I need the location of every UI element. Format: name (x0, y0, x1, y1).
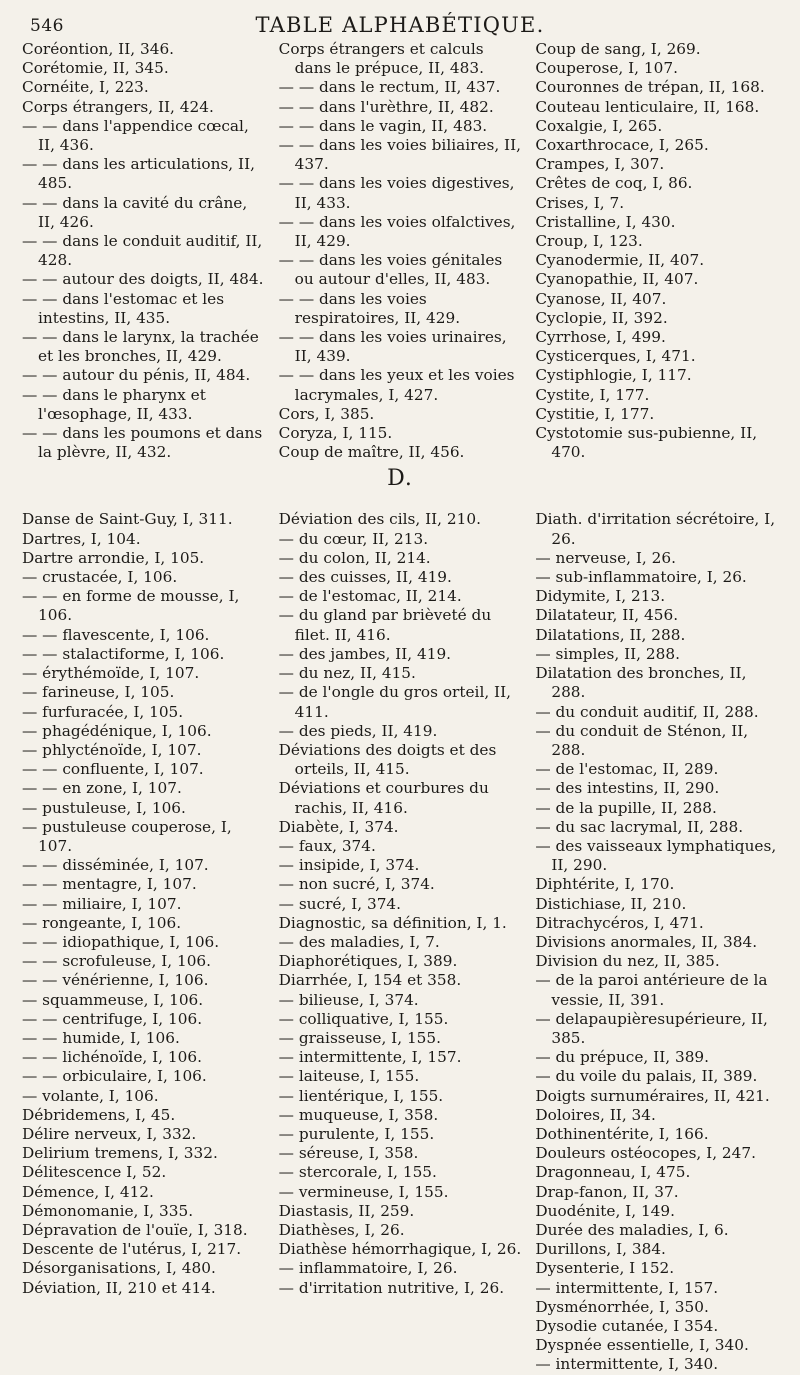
index-entry: Didymite, I, 213. (535, 587, 666, 606)
section-d-entries (22, 510, 778, 1374)
index-entry: — — confluente, I, 107. (22, 760, 204, 779)
index-entry: Douleurs ostéocopes, I, 247. (535, 1144, 756, 1163)
index-entry: Cyanose, II, 407. (535, 289, 667, 308)
index-entry: — du gland par brièveté du filet. II, 416. (278, 606, 492, 644)
index-entry: — de l'estomac, II, 289. (535, 760, 719, 779)
index-entry: Danse de Saint-Guy, I, 311. (22, 510, 233, 529)
index-entry: — furfuracée, I, 105. (22, 702, 184, 721)
index-entry: Cysticerques, I, 471. (535, 347, 696, 366)
index-entry: Croup, I, 123. (535, 232, 643, 251)
index-entry: — volante, I, 106. (22, 1086, 159, 1105)
index-entry: — de la pupille, II, 288. (535, 798, 717, 817)
index-entry: Dyspnée essentielle, I, 340. (535, 1336, 749, 1355)
index-entry: — des cuisses, II, 419. (278, 568, 452, 587)
index-entry: — des jambes, II, 419. (278, 644, 452, 663)
index-entry: — — autour des doigts, II, 484. (22, 270, 264, 289)
index-entry: — du colon, II, 214. (278, 548, 431, 567)
index-entry: — des intestins, II, 290. (535, 779, 720, 798)
index-entry: — — dans l'appendice cœcal, II, 436. (22, 116, 249, 155)
index-entry: — faux, 374. (278, 836, 376, 855)
index-entry: Corps étrangers, II, 424. (22, 97, 214, 116)
index-entry: — du voile du palais, II, 389. (535, 1067, 758, 1086)
index-entry: — — dans les voies digestives, II, 433. (278, 174, 515, 212)
index-entry: Cyanopathie, II, 407. (535, 270, 699, 289)
index-entry: — — dans les voies biliaires, II, 437. (278, 136, 522, 174)
index-entry: Délitescence I, 52. (22, 1163, 167, 1182)
index-entry: — inflammatoire, I, 26. (278, 1259, 458, 1278)
index-entry: — — stalactiforme, I, 106. (22, 644, 225, 663)
index-entry: Ditrachycéros, I, 471. (535, 913, 704, 932)
index-entry: Crises, I, 7. (535, 193, 625, 212)
index-column-1 (22, 510, 265, 1374)
index-entry: — phagédénique, I, 106. (22, 721, 212, 740)
index-entry: — vermineuse, I, 155. (278, 1182, 449, 1201)
index-entry: Drap-fanon, II, 37. (535, 1182, 679, 1201)
index-entry: Démonomanie, I, 335. (22, 1201, 194, 1220)
index-entry: Dilatation des bronches, II, 288. (535, 664, 747, 702)
index-entry: — sucré, I, 374. (278, 894, 402, 913)
index-entry: — intermittente, I, 157. (535, 1278, 719, 1297)
index-entry: — — flavescente, I, 106. (22, 625, 210, 644)
index-entry: — de la paroi antérieure de la vessie, II, 391. (535, 971, 768, 1009)
index-entry: — séreuse, I, 358. (278, 1144, 419, 1163)
index-entry: — du prépuce, II, 389. (535, 1048, 710, 1067)
index-entry: — du conduit de Sténon, II, 288. (535, 721, 749, 759)
index-entry: Coréontion, II, 346. (22, 40, 175, 58)
index-entry: — — mentagre, I, 107. (22, 875, 197, 894)
index-entry: Division du nez, II, 385. (535, 952, 720, 971)
index-entry: — — disséminée, I, 107. (22, 856, 209, 875)
index-entry: Descente de l'utérus, I, 217. (22, 1240, 242, 1259)
index-entry: Couronnes de trépan, II, 168. (535, 78, 765, 97)
index-entry: — — dans les voies respiratoires, II, 429. (278, 289, 461, 327)
index-entry: Corétomie, II, 345. (22, 59, 169, 78)
index-entry: — intermittente, I, 157. (278, 1048, 462, 1067)
index-entry: — — dans les yeux et les voies lacrymales, I, 427. (278, 366, 515, 404)
index-entry: — — dans les articulations, II, 485. (22, 155, 255, 193)
page-number: 546 (30, 16, 64, 36)
index-entry: — pustuleuse, I, 106. (22, 798, 186, 817)
index-entry: — sub-inflammatoire, I, 26. (535, 568, 747, 587)
index-entry: — — miliaire, I, 107. (22, 894, 182, 913)
index-entry: Dysodie cutanée, I 354. (535, 1317, 719, 1335)
index-entry: — — en zone, I, 107. (22, 779, 182, 798)
index-entry: Durée des maladies, I, 6. (535, 1220, 729, 1239)
index-entry: — — dans le rectum, II, 437. (278, 78, 501, 97)
index-entry: Déviation des cils, II, 210. (278, 510, 481, 529)
index-entry: — — dans le conduit auditif, II, 428. (22, 232, 263, 270)
index-entry: — — vénérienne, I, 106. (22, 971, 209, 990)
index-entry: — — dans les voies génitales ou autour d'elles, II, 483. (278, 251, 503, 289)
index-entry: — — dans le larynx, la trachée et les bronches, II, 429. (22, 328, 259, 366)
index-entry: — crustacée, I, 106. (22, 568, 178, 587)
index-column-1 (22, 40, 265, 462)
index-entry: — — centrifuge, I, 106. (22, 1009, 203, 1028)
index-entry: Couperose, I, 107. (535, 59, 678, 78)
index-entry: — — lichénoïde, I, 106. (22, 1048, 202, 1067)
index-entry: Diabète, I, 374. (278, 817, 399, 836)
index-entry: Dilatations, II, 288. (535, 625, 686, 644)
index-entry: Coxalgie, I, 265. (535, 116, 663, 135)
index-entry: — graisseuse, I, 155. (278, 1028, 442, 1047)
index-entry: — non sucré, I, 374. (278, 875, 435, 894)
index-entry: Diath. d'irritation sécrétoire, I, 26. (535, 510, 776, 548)
index-entry: — insipide, I, 374. (278, 856, 420, 875)
index-entry: Cors, I, 385. (278, 404, 375, 423)
index-entry: Crampes, I, 307. (535, 155, 665, 174)
index-entry: Diastasis, II, 259. (278, 1201, 415, 1220)
index-entry: — colliquative, I, 155. (278, 1009, 449, 1028)
index-entry: — phlycténoïde, I, 107. (22, 740, 202, 759)
index-entry: — squammeuse, I, 106. (22, 990, 204, 1009)
index-entry: Durillons, I, 384. (535, 1240, 666, 1259)
index-entry: Crêtes de coq, I, 86. (535, 174, 693, 193)
index-entry: Dartre arrondie, I, 105. (22, 548, 205, 567)
index-entry: Doigts surnuméraires, II, 421. (535, 1086, 770, 1105)
index-entry: Cystotomie sus-pubienne, II, 470. (535, 424, 758, 462)
index-entry: Désorganisations, I, 480. (22, 1259, 216, 1278)
running-title: TABLE ALPHABÉTIQUE. (255, 13, 545, 37)
index-entry: — bilieuse, I, 374. (278, 990, 419, 1009)
index-entry: — — dans l'estomac et les intestins, II, 435. (22, 289, 225, 327)
index-entry: Coup de sang, I, 269. (535, 40, 701, 58)
index-entry: Déviations et courbures du rachis, II, 416. (278, 779, 489, 817)
index-entry: — de l'ongle du gros orteil, II, 411. (278, 683, 512, 721)
index-entry: — du cœur, II, 213. (278, 529, 429, 548)
index-entry: Distichiase, II, 210. (535, 894, 687, 913)
index-entry: — — scrofuleuse, I, 106. (22, 952, 212, 971)
index-entry: — pustuleuse couperose, I, 107. (22, 817, 232, 855)
index-entry: Dragonneau, I, 475. (535, 1163, 691, 1182)
index-column-2 (279, 40, 522, 462)
index-entry: Cystiphlogie, I, 117. (535, 366, 692, 385)
index-entry: Dysménorrhée, I, 350. (535, 1297, 709, 1316)
index-entry: — des vaisseaux lymphatiques, II, 290. (535, 836, 777, 875)
index-entry: — — idiopathique, I, 106. (22, 932, 220, 951)
index-entry: Cyclopie, II, 392. (535, 308, 668, 327)
index-entry: — farineuse, I, 105. (22, 683, 175, 702)
index-entry: — laiteuse, I, 155. (278, 1067, 420, 1086)
index-entry: — du nez, II, 415. (278, 664, 416, 683)
letter-heading-text: D. (387, 466, 413, 492)
index-entry: Cyrrhose, I, 499. (535, 328, 666, 347)
index-entry: Diathèses, I, 26. (278, 1220, 405, 1239)
index-entry: Dépravation de l'ouïe, I, 318. (22, 1220, 248, 1239)
index-entry: Dothinentérite, I, 166. (535, 1124, 709, 1143)
index-entry: — muqueuse, I, 358. (278, 1105, 439, 1124)
index-entry: Diarrhée, I, 154 et 358. (278, 971, 462, 990)
index-entry: — — dans l'urèthre, II, 482. (278, 97, 494, 116)
index-entry: — érythémoïde, I, 107. (22, 664, 200, 683)
index-entry: Cyanodermie, II, 407. (535, 251, 705, 270)
index-entry: — — dans le pharynx et l'œsophage, II, 433. (22, 385, 206, 423)
index-entry: — — dans la cavité du crâne, II, 426. (22, 193, 248, 231)
index-entry: Diaphorétiques, I, 389. (278, 952, 458, 971)
index-entry: Cystite, I, 177. (535, 385, 650, 404)
index-column-2 (279, 510, 522, 1374)
index-entry: Corps étrangers et calculs dans le prépuce, II, 483. (278, 40, 484, 78)
index-entry: — — dans le vagin, II, 483. (278, 116, 488, 135)
index-entry: — lientérique, I, 155. (278, 1086, 444, 1105)
index-entry: — — autour du pénis, II, 484. (22, 366, 251, 385)
index-entry: Coryza, I, 115. (278, 424, 393, 443)
index-entry: — stercorale, I, 155. (278, 1163, 437, 1182)
index-entry: — d'irritation nutritive, I, 26. (278, 1278, 505, 1297)
index-entry: — simples, II, 288. (535, 644, 680, 663)
running-head (22, 10, 778, 40)
index-entry: — — orbiculaire, I, 106. (22, 1067, 207, 1086)
index-entry: Diphtérite, I, 170. (535, 875, 675, 894)
index-entry: Cristalline, I, 430. (535, 212, 676, 231)
index-entry: — delapaupièresupérieure, II, 385. (535, 1009, 768, 1047)
index-entry: Cornéite, I, 223. (22, 78, 149, 97)
index-entry: Délire nerveux, I, 332. (22, 1124, 197, 1143)
index-entry: Diagnostic, sa définition, I, 1. (278, 913, 507, 932)
index-entry: — des pieds, II, 419. (278, 721, 438, 740)
index-entry: Couteau lenticulaire, II, 168. (535, 97, 760, 116)
index-entry: Coxarthrocace, I, 265. (535, 136, 709, 155)
index-column-3 (535, 510, 778, 1374)
index-entry: Divisions anormales, II, 384. (535, 932, 758, 951)
index-entry: Cystitie, I, 177. (535, 404, 655, 423)
index-entry: Débridemens, I, 45. (22, 1105, 176, 1124)
index-entry: — — humide, I, 106. (22, 1028, 180, 1047)
index-entry: — intermittente, I, 340. (535, 1355, 719, 1374)
index-entry: Démence, I, 412. (22, 1182, 154, 1201)
index-entry: Coup de maître, II, 456. (278, 443, 465, 462)
index-entry: — du sac lacrymal, II, 288. (535, 817, 744, 836)
index-entry: — — en forme de mousse, I, 106. (22, 587, 240, 625)
index-entry: — — dans les voies olfalctives, II, 429. (278, 212, 516, 251)
index-entry: — rongeante, I, 106. (22, 913, 182, 932)
letter-heading-d (22, 466, 778, 492)
index-entry: Diathèse hémorrhagique, I, 26. (278, 1240, 522, 1259)
index-entry: — purulente, I, 155. (278, 1124, 435, 1143)
index-entry: Déviations des doigts et des orteils, II, 415. (278, 740, 497, 779)
index-entry: — des maladies, I, 7. (278, 932, 440, 951)
index-entry: Dartres, I, 104. (22, 529, 141, 548)
section-c-entries (22, 40, 778, 462)
index-entry: — du conduit auditif, II, 288. (535, 702, 759, 721)
index-entry: Duodénite, I, 149. (535, 1201, 676, 1220)
index-column-3 (535, 40, 778, 462)
index-entry: Dilatateur, II, 456. (535, 606, 679, 625)
index-entry: — de l'estomac, II, 214. (278, 587, 462, 606)
index-entry: — — dans les poumons et dans la plèvre, II, 432. (22, 424, 263, 462)
index-entry: Delirium tremens, I, 332. (22, 1144, 218, 1163)
index-entry: — nerveuse, I, 26. (535, 548, 676, 567)
index-entry: — — dans les voies urinaires, II, 439. (278, 328, 507, 366)
index-entry: Déviation, II, 210 et 414. (22, 1278, 216, 1297)
index-entry: Dysenterie, I 152. (535, 1259, 675, 1278)
index-entry: Doloires, II, 34. (535, 1105, 656, 1124)
